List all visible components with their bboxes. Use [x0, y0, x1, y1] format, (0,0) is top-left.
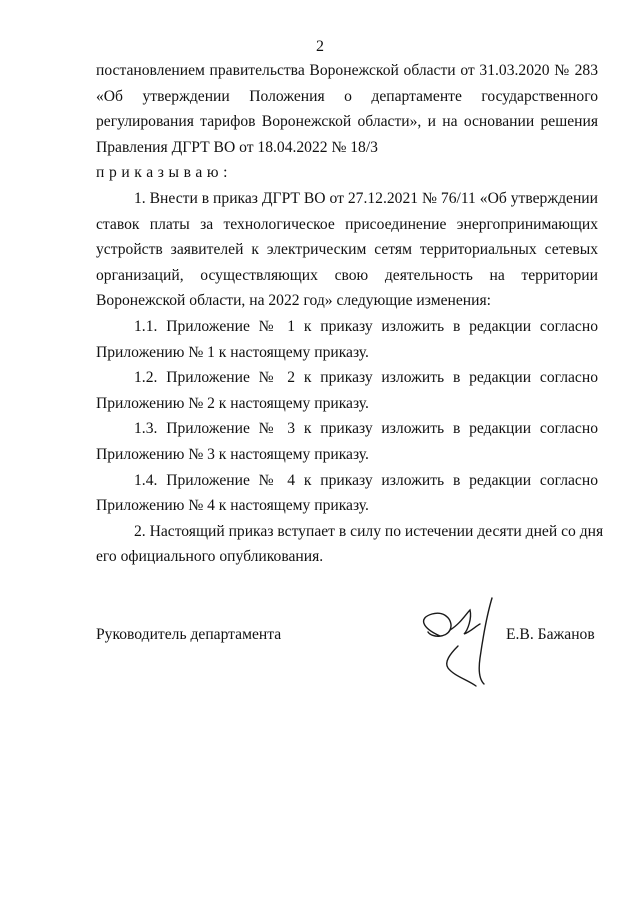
- signatory-role: Руководитель департамента: [96, 626, 282, 643]
- subitem-line: 1.1. Приложение № 1 к приказу изложить в редакции согласно: [134, 317, 598, 335]
- order-word: [96, 160, 598, 186]
- subitem-1-2: [96, 365, 598, 391]
- preamble-line: регулирования тарифов Воронежской области», и на основании решения: [96, 113, 598, 131]
- subitem-1-4: [96, 468, 598, 494]
- document-body: [96, 58, 604, 570]
- preamble-line: постановлением правительства Воронежской области от 31.03.2020 № 283: [96, 62, 598, 79]
- subitem-1-1-cont: [96, 340, 598, 366]
- item-1-paragraph: [96, 186, 598, 212]
- subitem-line: Приложению № 3 к настоящему приказу.: [96, 445, 369, 463]
- item-1-continuation: [96, 212, 598, 314]
- item-2-line: 2. Настоящий приказ вступает в силу по истечении десяти дней со дня: [134, 522, 604, 540]
- subitem-1-1: [96, 314, 598, 340]
- item-1-line: устройств заявителей к электрическим сетям территориальных сетевых: [96, 241, 598, 259]
- subitem-1-3: [96, 416, 598, 442]
- subitem-line: 1.4. Приложение № 4 к приказу изложить в редакции согласно: [134, 471, 598, 489]
- item-1-line: Воронежской области, на 2022 год» следующие изменения:: [96, 292, 491, 310]
- item-2-continuation: [96, 544, 598, 570]
- handwritten-signature: [410, 588, 510, 698]
- preamble-line: «Об утверждении Положения о департаменте государственного: [96, 87, 598, 105]
- signatory-name: Е.В. Бажанов: [506, 626, 595, 643]
- subitem-line: Приложению № 1 к настоящему приказу.: [96, 343, 369, 361]
- item-2-line: его официального опубликования.: [96, 548, 324, 566]
- item-1-line: 1. Внести в приказ ДГРТ ВО от 27.12.2021 № 76/11 «Об утверждении: [134, 189, 598, 207]
- preamble-paragraph: [96, 58, 598, 160]
- item-1-line: организаций, осуществляющих свою деятельность на территории: [96, 266, 598, 284]
- subitem-1-4-cont: [96, 493, 598, 519]
- order-word-text: приказываю:: [96, 164, 233, 182]
- subitem-line: 1.2. Приложение № 2 к приказу изложить в редакции согласно: [134, 369, 598, 387]
- page-number: 2: [316, 38, 324, 55]
- subitem-1-3-cont: [96, 442, 598, 468]
- subitem-line: Приложению № 2 к настоящему приказу.: [96, 394, 369, 412]
- subitem-line: Приложению № 4 к настоящему приказу.: [96, 497, 369, 515]
- subitem-1-2-cont: [96, 391, 598, 417]
- preamble-line: Правления ДГРТ ВО от 18.04.2022 № 18/3: [96, 138, 378, 156]
- subitem-line: 1.3. Приложение № 3 к приказу изложить в редакции согласно: [134, 420, 598, 438]
- item-2-paragraph: [96, 519, 604, 545]
- item-1-line: ставок платы за технологическое присоединение энергопринимающих: [96, 215, 598, 233]
